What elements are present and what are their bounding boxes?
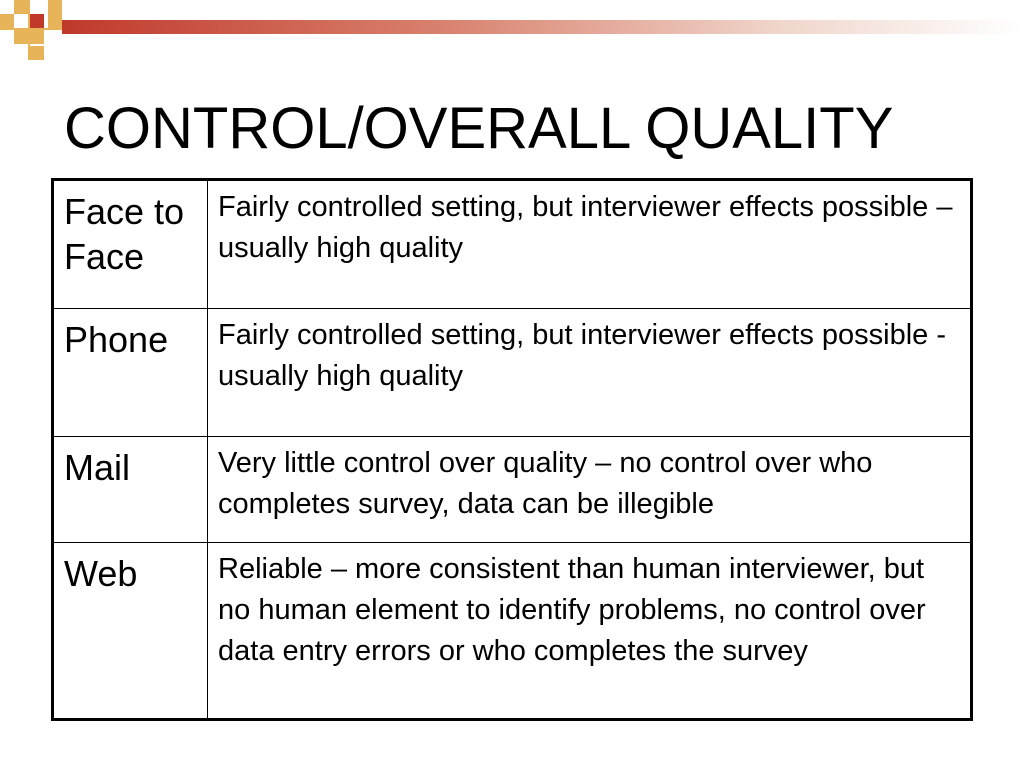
- decor-square: [48, 0, 62, 14]
- page-title: CONTROL/OVERALL QUALITY: [64, 96, 894, 161]
- corner-decoration: [0, 0, 80, 70]
- method-cell: Web: [53, 543, 208, 720]
- decor-square: [48, 14, 62, 28]
- method-cell: Mail: [53, 437, 208, 543]
- table-row: [53, 180, 972, 309]
- method-cell: Phone: [53, 309, 208, 437]
- decor-rule: [0, 28, 62, 30]
- method-cell: Face to Face: [53, 180, 208, 309]
- description-cell: Fairly controlled setting, but interviewer effects possible - usually high quality: [208, 309, 972, 437]
- table-row: [53, 437, 972, 543]
- decor-square: [30, 30, 44, 44]
- decor-square: [30, 14, 44, 28]
- description-cell: Fairly controlled setting, but interviewer effects possible – usually high quality: [208, 180, 972, 309]
- decor-square: [14, 30, 28, 44]
- table-row: [53, 309, 972, 437]
- table-row: [53, 543, 972, 720]
- decor-square: [30, 46, 44, 60]
- decor-square: [14, 0, 28, 14]
- description-cell: Very little control over quality – no control over who completes survey, data can be illegible: [208, 437, 972, 543]
- quality-table: [51, 178, 973, 721]
- header-gradient-band: [62, 20, 1022, 34]
- decor-square: [0, 14, 14, 28]
- description-cell: Reliable – more consistent than human interviewer, but no human element to identify problems, no control over data entry errors or who completes the survey: [208, 543, 972, 720]
